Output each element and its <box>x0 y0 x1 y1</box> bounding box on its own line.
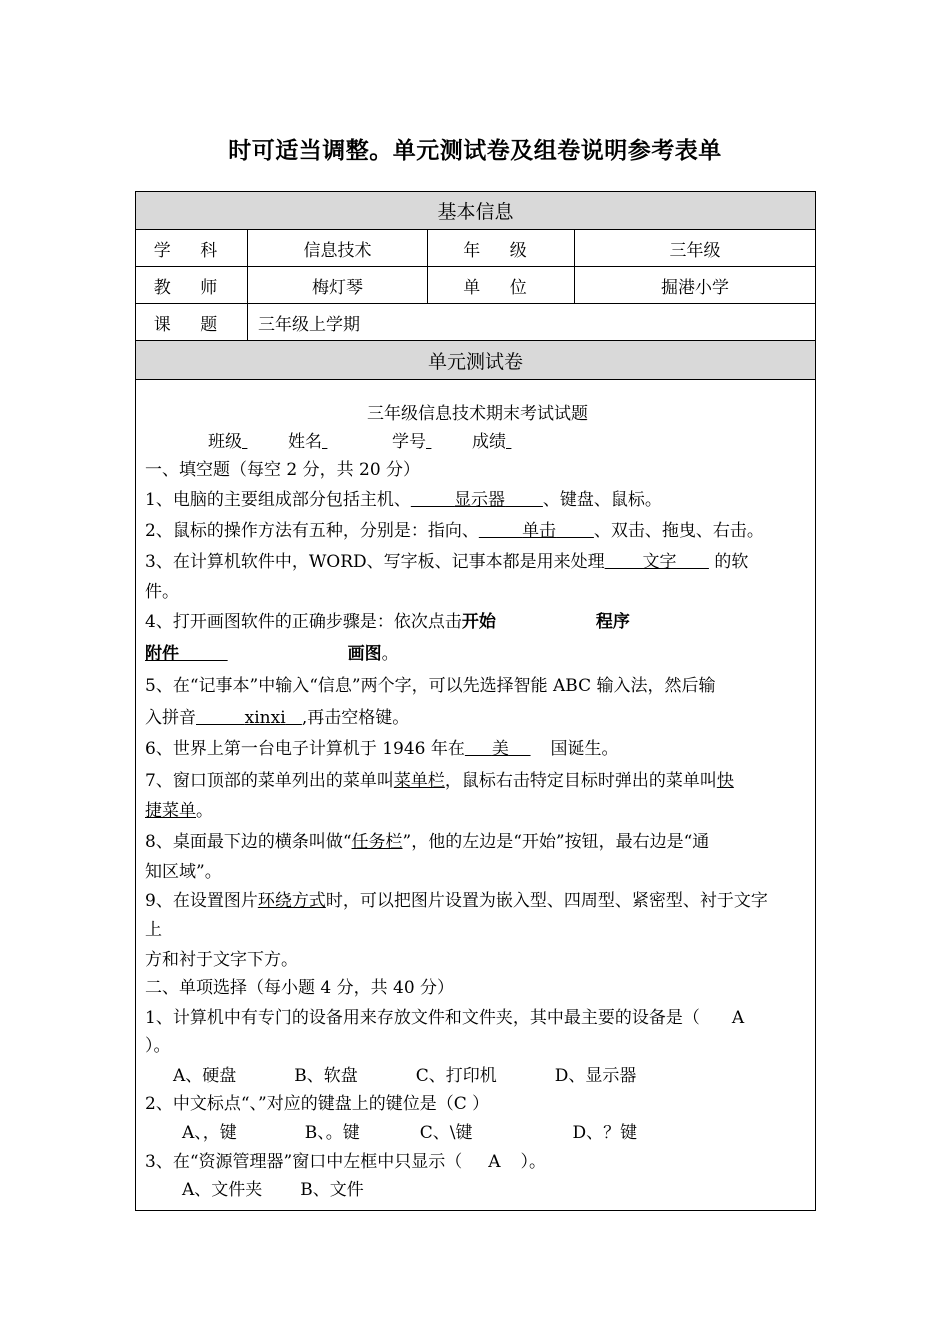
topic-value: 三年级上学期 <box>248 304 816 341</box>
choice-3-answer: A <box>488 1152 501 1172</box>
question-7: 7、窗口顶部的菜单列出的菜单叫菜单栏，鼠标右击特定目标时弹出的菜单叫快 <box>145 771 734 791</box>
answer-5: xinxi <box>244 708 286 728</box>
page-title: 时可适当调整。单元测试卷及组卷说明参考表单 <box>228 138 722 164</box>
answer-4-accessories: 附件 <box>145 644 179 664</box>
choice-1-option-d: D、显示器 <box>554 1066 637 1086</box>
question-2: 2、鼠标的操作方法有五种，分别是：指向、 单击 、双击、拖曳、右击。 <box>145 521 764 541</box>
choice-1-option-c: C、打印机 <box>415 1066 497 1086</box>
choice-3-option-a: A、文件夹 <box>182 1180 263 1200</box>
answer-6: 美 <box>491 739 509 759</box>
answer-4-start: 开始 <box>461 612 496 632</box>
question-9-cont-1: 上 <box>145 920 162 940</box>
choice-3-options <box>145 1180 847 1200</box>
grade-value: 三年级 <box>575 230 816 267</box>
answer-7-menubar: 菜单栏 <box>393 771 445 791</box>
choice-2-options <box>145 1123 847 1143</box>
choice-1: 1、计算机中有专门的设备用来存放文件和文件夹，其中最主要的设备是（ A <box>145 1008 745 1028</box>
exam-content <box>135 378 816 1211</box>
answer-9: 环绕方式 <box>257 891 326 911</box>
test-header: 单元测试卷 <box>136 341 816 380</box>
answer-3: 文字 <box>642 552 677 572</box>
section-fill-blank: 一、填空题（每空 2 分，共 20 分） <box>145 460 421 480</box>
question-9-cont-2: 方和衬于文字下方。 <box>145 950 298 970</box>
question-4: 4、打开画图软件的正确步骤是：依次点击开始 程序 <box>145 612 630 632</box>
id-label: 学号 <box>392 432 426 452</box>
choice-2-option-c: C、\键 <box>419 1123 473 1143</box>
subject-label: 学 科 <box>136 230 248 267</box>
answer-1: 显示器 <box>454 490 506 510</box>
choice-3: 3、在“资源管理器”窗口中左框中只显示（ A ）。 <box>145 1152 546 1172</box>
question-9: 9、在设置图片环绕方式时，可以把图片设置为嵌入型、四周型、紧密型、衬于文字 <box>145 891 768 911</box>
subject-value: 信息技术 <box>248 230 428 267</box>
score-label: 成绩 <box>472 432 506 452</box>
answer-2: 单击 <box>522 521 557 541</box>
name-label: 姓名 <box>288 432 322 452</box>
answer-7-shortcut: 捷菜单 <box>145 801 196 821</box>
exam-title: 三年级信息技术期末考试试题 <box>367 404 588 424</box>
choice-1-option-b: B、软盘 <box>294 1066 358 1086</box>
question-3: 3、在计算机软件中，WORD、写字板、记事本都是用来处理 文字 的软 <box>145 552 749 572</box>
grade-label: 年 级 <box>428 230 575 267</box>
student-info-line <box>145 432 873 452</box>
choice-2: 2、中文标点“、”对应的键盘上的键位是（C ） <box>145 1094 490 1114</box>
question-7-cont: 捷菜单。 <box>145 801 213 821</box>
question-4-cont: 附件 画图。 <box>145 644 399 664</box>
unit-value: 掘港小学 <box>575 267 816 304</box>
question-6: 6、世界上第一台电子计算机于 1946 年在 美 国诞生。 <box>145 739 619 759</box>
choice-1-cont: ）。 <box>145 1036 171 1056</box>
teacher-label: 教 师 <box>136 267 248 304</box>
answer-8: 任务栏 <box>351 832 403 852</box>
topic-label: 课 题 <box>136 304 248 341</box>
question-8: 8、桌面最下边的横条叫做“任务栏”，他的左边是“开始”按钮，最右边是“通 <box>145 832 710 852</box>
choice-1-option-a: A、硬盘 <box>173 1066 237 1086</box>
question-5: 5、在“记事本”中输入“信息”两个字，可以先选择智能 ABC 输入法，然后输 <box>145 676 716 696</box>
choice-2-option-b: B、。键 <box>304 1123 360 1143</box>
class-label: 班级 <box>208 432 242 452</box>
choice-1-answer: A <box>731 1008 745 1028</box>
choice-3-option-b: B、文件 <box>300 1180 364 1200</box>
choice-2-option-d: D、？键 <box>572 1123 638 1143</box>
unit-label: 单 位 <box>428 267 575 304</box>
question-5-cont: 入拼音 xinxi ,再击空格键。 <box>145 708 410 728</box>
info-table <box>135 191 816 380</box>
answer-4-paint: 画图 <box>347 644 382 664</box>
question-8-cont: 知区域”。 <box>145 862 222 882</box>
basic-info-header: 基本信息 <box>136 192 816 230</box>
answer-4-programs: 程序 <box>595 612 630 632</box>
question-3-cont: 件。 <box>145 582 179 602</box>
choice-2-option-a: A、，键 <box>182 1123 237 1143</box>
teacher-value: 梅灯琴 <box>248 267 428 304</box>
question-1: 1、电脑的主要组成部分包括主机、 显示器 、键盘、鼠标。 <box>145 490 662 510</box>
choice-1-options <box>145 1066 838 1086</box>
section-choice: 二、单项选择（每小题 4 分，共 40 分） <box>145 978 455 998</box>
